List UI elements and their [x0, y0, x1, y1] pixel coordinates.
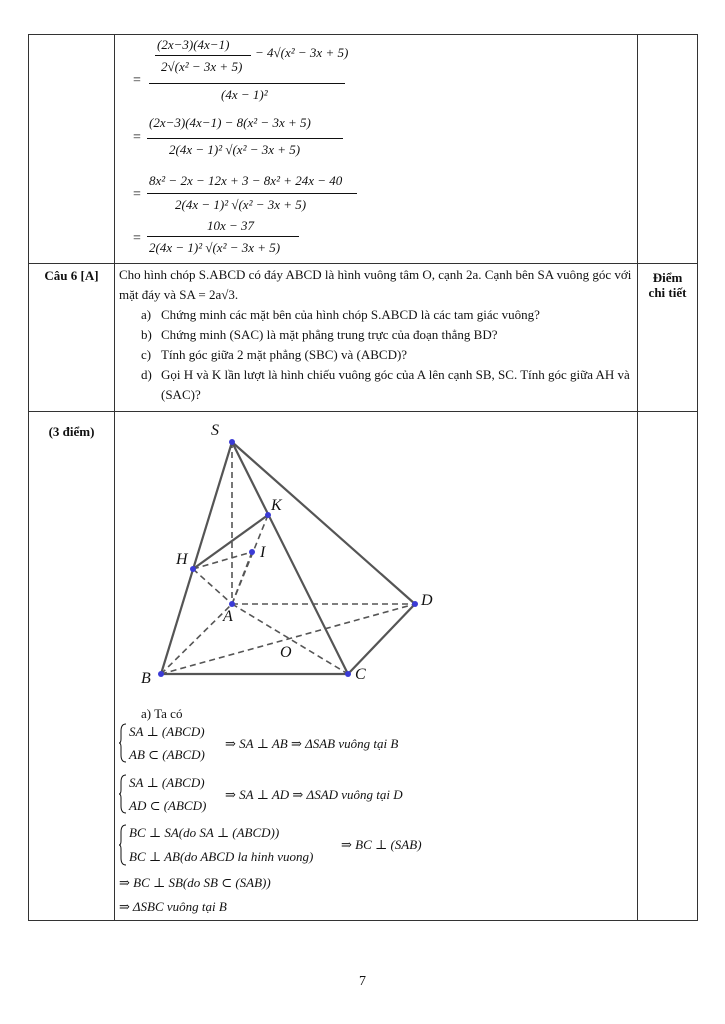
figure-and-solution — [115, 412, 637, 920]
fraction-bar — [149, 83, 345, 84]
question-item-c: c) Tính góc giữa 2 mặt phẳng (SBC) và (ABCD)? — [141, 347, 408, 362]
fraction-numerator-tail: − 4√(x² − 3x + 5) — [255, 45, 349, 60]
empty-cell — [638, 412, 698, 921]
question-text — [115, 264, 637, 405]
page-number: 7 — [359, 974, 366, 989]
label-C: C — [355, 666, 366, 683]
fraction-denominator: 2(4x − 1)² √(x² − 3x + 5) — [169, 142, 301, 157]
fraction-denominator: (4x − 1)² — [221, 87, 268, 102]
label-B: B — [141, 670, 151, 687]
empty-cell — [638, 35, 698, 264]
fraction-numerator: (2x−3)(4x−1) − 8(x² − 3x + 5) — [149, 115, 311, 130]
segment-HI — [193, 552, 252, 569]
solution-line: AB ⊂ (ABCD) — [129, 747, 205, 762]
solution-line: SA ⊥ (ABCD) — [129, 775, 205, 790]
fraction-numerator: 8x² − 2x − 12x + 3 − 8x² + 24x − 40 — [149, 173, 343, 188]
point-I — [249, 549, 255, 555]
fraction-bar — [147, 138, 343, 139]
solution-line: SA ⊥ (ABCD) — [129, 724, 205, 739]
solution-conclusion: ⇒ SA ⊥ AB ⇒ ΔSAB vuông tại B — [225, 736, 399, 751]
equals-sign: = — [133, 231, 141, 246]
label-K: K — [271, 497, 282, 514]
label-A: A — [223, 608, 233, 625]
segment-AI — [232, 552, 252, 604]
label-S: S — [211, 422, 219, 439]
edge-SD — [232, 442, 415, 604]
point-A — [229, 601, 235, 607]
label-O: O — [280, 644, 292, 661]
fraction-denominator: 2√(x² − 3x + 5) — [161, 59, 243, 74]
fraction-denominator: 2(4x − 1)² √(x² − 3x + 5) — [175, 197, 307, 212]
solution-line: ⇒ ΔSBC vuông tại B — [119, 899, 227, 914]
system-brace — [119, 824, 127, 866]
segment-AH — [193, 569, 232, 604]
question-item-b: b) Chứng minh (SAC) là mặt phẳng trung trực của đoạn thẳng BD? — [141, 327, 498, 342]
fraction-bar — [147, 193, 357, 194]
solution-a-heading: a) Ta có — [141, 706, 183, 721]
diagonal-BD — [161, 604, 415, 674]
point-H — [190, 566, 196, 572]
pyramid-figure — [115, 412, 637, 712]
segment-HK — [193, 515, 268, 569]
question-items — [119, 305, 633, 405]
solution-line: BC ⊥ AB(do ABCD la hinh vuong) — [129, 849, 314, 864]
equals-sign: = — [133, 187, 141, 202]
point-C — [345, 671, 351, 677]
fraction-denominator: 2(4x − 1)² √(x² − 3x + 5) — [149, 240, 281, 255]
fraction-numerator: (2x−3)(4x−1) — [157, 37, 230, 52]
label-H: H — [176, 551, 188, 568]
point-S — [229, 439, 235, 445]
question-label: Câu 6 [A] — [44, 268, 99, 283]
question-item-d: d) Gọi H và K lần lượt là hình chiếu vuông góc của A lên cạnh SB, SC. Tính góc giữa AH và (SAC)? — [141, 367, 630, 402]
solution-line: ⇒ BC ⊥ SB(do SB ⊂ (SAB)) — [119, 875, 271, 890]
edge-SB — [161, 442, 232, 674]
edge-CD — [348, 604, 415, 674]
fraction-bar — [155, 55, 251, 56]
solution-conclusion: ⇒ BC ⊥ (SAB) — [341, 837, 422, 852]
point-B — [158, 671, 164, 677]
points-label: (3 điểm) — [48, 424, 95, 439]
solution-table — [28, 34, 698, 921]
fraction-bar — [147, 236, 299, 237]
question-intro: Cho hình chóp S.ABCD có đáy ABCD là hình vuông tâm O, cạnh 2a. Cạnh bên SA vuông góc với mặt đáy và SA = 2a√3. — [119, 267, 632, 302]
label-D: D — [421, 592, 433, 609]
empty-cell — [29, 35, 115, 264]
solution-line: AD ⊂ (ABCD) — [129, 798, 207, 813]
equals-sign: = — [133, 73, 141, 88]
solution-line: BC ⊥ SA(do SA ⊥ (ABCD)) — [129, 825, 280, 840]
equals-sign: = — [133, 130, 141, 145]
system-brace — [119, 774, 127, 814]
solution-conclusion: ⇒ SA ⊥ AD ⇒ ΔSAD vuông tại D — [225, 787, 403, 802]
score-header: Điểm chi tiết — [648, 270, 687, 300]
fraction-numerator: 10x − 37 — [207, 218, 255, 233]
question-item-a: a) Chứng minh các mặt bên của hình chóp S.ABCD là các tam giác vuông? — [141, 307, 540, 322]
derivative-cell — [115, 35, 638, 264]
label-I: I — [260, 544, 266, 561]
system-brace — [119, 723, 127, 763]
point-D — [412, 601, 418, 607]
